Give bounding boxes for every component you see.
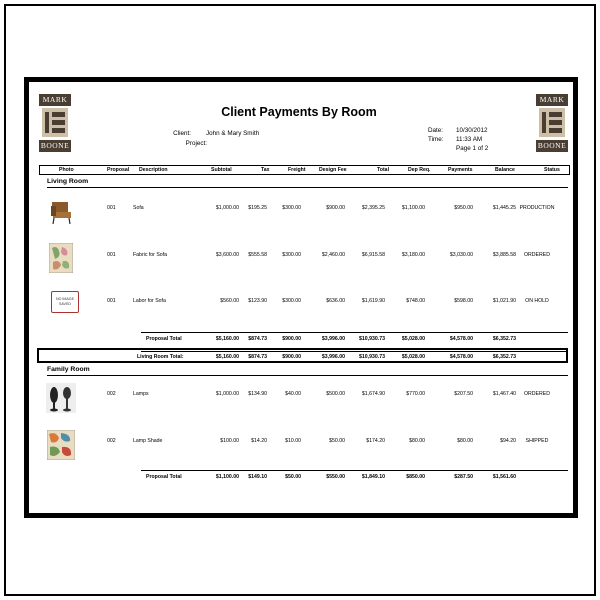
cell-freight: $40.00	[285, 391, 301, 397]
col-total: Total	[377, 167, 390, 173]
cell-total: $1,849.10	[361, 474, 385, 480]
cell-freight: $50.00	[285, 474, 301, 480]
time-label: Time:	[428, 136, 444, 143]
cell-tax: $555.58	[248, 252, 267, 258]
no-image-text: NO IMAGE SAVED	[56, 297, 74, 306]
cell-total: $174.20	[366, 438, 385, 444]
cell-subtotal: $3,600.00	[215, 252, 239, 258]
col-photo: Photo	[59, 167, 74, 173]
cell-freight: $300.00	[282, 205, 301, 211]
column-header-row	[39, 165, 570, 175]
room-total-label: Living Room Total:	[137, 354, 184, 360]
date-value: 10/30/2012	[456, 127, 488, 134]
cell-payments: $287.50	[454, 474, 473, 480]
cell-subtotal: $100.00	[220, 438, 239, 444]
cell-status: PRODUCTION	[519, 205, 555, 211]
col-subtotal: Subtotal	[211, 167, 232, 173]
fabric-swatch-icon	[49, 243, 73, 273]
cell-dep-req: $3,180.00	[401, 252, 425, 258]
cell-balance: $1,561.60	[492, 474, 516, 480]
col-freight: Freight	[288, 167, 306, 173]
cell-total: $1,619.90	[361, 298, 385, 304]
total-divider	[141, 351, 568, 352]
col-proposal: Proposal	[107, 167, 130, 173]
cell-status: ON HOLD	[525, 298, 549, 304]
time-value: 11:33 AM	[456, 136, 483, 143]
cell-dep-req: $5,028.00	[401, 354, 425, 360]
cell-balance: $1,445.25	[492, 205, 516, 211]
cell-description: Lamp Shade	[133, 438, 163, 444]
cell-balance: $94.20	[500, 438, 516, 444]
no-image-icon	[51, 291, 79, 313]
col-balance: Balance	[495, 167, 515, 173]
cell-payments: $207.50	[454, 391, 473, 397]
cell-freight: $300.00	[282, 298, 301, 304]
report-page	[24, 77, 578, 518]
cell-proposal: 001	[107, 205, 116, 211]
cell-design-fee: $550.00	[326, 474, 345, 480]
lamp-shade-fabric-icon	[47, 430, 75, 460]
date-label: Date:	[428, 127, 444, 134]
lamps-icon	[46, 383, 76, 413]
col-dep-req: Dep Req.	[408, 167, 431, 173]
cell-balance: $6,352.73	[492, 336, 516, 342]
cell-total: $10,930.73	[359, 336, 385, 342]
cell-design-fee: $50.00	[329, 438, 345, 444]
logo-mark-icon	[42, 108, 68, 137]
cell-design-fee: $500.00	[326, 391, 345, 397]
cell-subtotal: $1,000.00	[215, 205, 239, 211]
cell-tax: $195.25	[248, 205, 267, 211]
cell-balance: $1,467.40	[492, 391, 516, 397]
cell-description: Sofa	[133, 205, 144, 211]
cell-dep-req: $770.00	[406, 391, 425, 397]
client-label: Client:	[173, 130, 191, 137]
cell-tax: $874.73	[248, 336, 267, 342]
cell-tax: $874.73	[248, 354, 267, 360]
cell-payments: $598.00	[454, 298, 473, 304]
chair-icon	[49, 196, 73, 226]
cell-description: Fabric for Sofa	[133, 252, 168, 258]
report-title: Client Payments By Room	[221, 105, 377, 119]
cell-status: ORDERED	[524, 252, 550, 258]
cell-design-fee: $2,460.00	[321, 252, 345, 258]
col-payments: Payments	[448, 167, 473, 173]
cell-freight: $900.00	[282, 336, 301, 342]
cell-dep-req: $748.00	[406, 298, 425, 304]
col-tax: Tax	[261, 167, 270, 173]
room-divider	[47, 375, 568, 376]
cell-proposal: 001	[107, 298, 116, 304]
logo-left	[39, 94, 71, 152]
cell-subtotal: $1,100.00	[215, 474, 239, 480]
project-label: Project:	[185, 140, 207, 147]
cell-status: SHIPPED	[525, 438, 549, 444]
cell-design-fee: $636.00	[326, 298, 345, 304]
cell-balance: $6,352.73	[492, 354, 516, 360]
logo-top-text: MARK	[39, 94, 71, 106]
cell-subtotal: $1,000.00	[215, 391, 239, 397]
cell-freight: $900.00	[282, 354, 301, 360]
cell-freight: $10.00	[285, 438, 301, 444]
logo-bottom-text: BOONE	[537, 141, 567, 150]
cell-payments: $3,030.00	[449, 252, 473, 258]
logo-top-text: MARK	[536, 94, 568, 106]
logo-bottom-text: BOONE	[40, 141, 70, 150]
cell-subtotal: $5,160.00	[215, 354, 239, 360]
cell-description: Labor for Sofa	[133, 298, 166, 304]
cell-status: ORDERED	[524, 391, 550, 397]
room-title-family-room: Family Room	[47, 366, 90, 373]
page-number: Page 1 of 2	[456, 145, 489, 152]
cell-design-fee: $900.00	[326, 205, 345, 211]
cell-dep-req: $5,028.00	[401, 336, 425, 342]
cell-dep-req: $850.00	[406, 474, 425, 480]
logo-right	[536, 94, 568, 152]
cell-subtotal: $5,160.00	[215, 336, 239, 342]
cell-design-fee: $3,996.00	[321, 336, 345, 342]
cell-payments: $4,578.00	[449, 336, 473, 342]
cell-balance: $3,885.58	[492, 252, 516, 258]
col-description: Description	[139, 167, 168, 173]
cell-total: $10,930.73	[359, 354, 385, 360]
cell-proposal: 002	[107, 391, 116, 397]
cell-design-fee: $3,996.00	[321, 354, 345, 360]
cell-total: $1,674.90	[361, 391, 385, 397]
proposal-total-label: Proposal Total	[146, 474, 182, 480]
col-status: Status	[544, 167, 560, 173]
cell-subtotal: $560.00	[220, 298, 239, 304]
total-divider	[141, 332, 568, 333]
cell-tax: $123.90	[248, 298, 267, 304]
cell-total: $6,915.58	[361, 252, 385, 258]
cell-dep-req: $1,100.00	[401, 205, 425, 211]
cell-dep-req: $80.00	[409, 438, 425, 444]
cell-total: $2,395.25	[361, 205, 385, 211]
room-title-living-room: Living Room	[47, 178, 89, 185]
cell-tax: $149.10	[248, 474, 267, 480]
cell-proposal: 002	[107, 438, 116, 444]
cell-payments: $4,578.00	[449, 354, 473, 360]
room-divider	[47, 187, 568, 188]
logo-mark-icon	[539, 108, 565, 137]
cell-tax: $134.90	[248, 391, 267, 397]
cell-balance: $1,021.90	[492, 298, 516, 304]
cell-payments: $950.00	[454, 205, 473, 211]
client-value: John & Mary Smith	[206, 130, 260, 137]
total-divider	[141, 470, 568, 471]
cell-proposal: 001	[107, 252, 116, 258]
cell-freight: $300.00	[282, 252, 301, 258]
cell-tax: $14.20	[251, 438, 267, 444]
col-design-fee: Design Fee	[319, 167, 347, 173]
cell-description: Lamps	[133, 391, 149, 397]
proposal-total-label: Proposal Total	[146, 336, 182, 342]
cell-payments: $80.00	[457, 438, 473, 444]
